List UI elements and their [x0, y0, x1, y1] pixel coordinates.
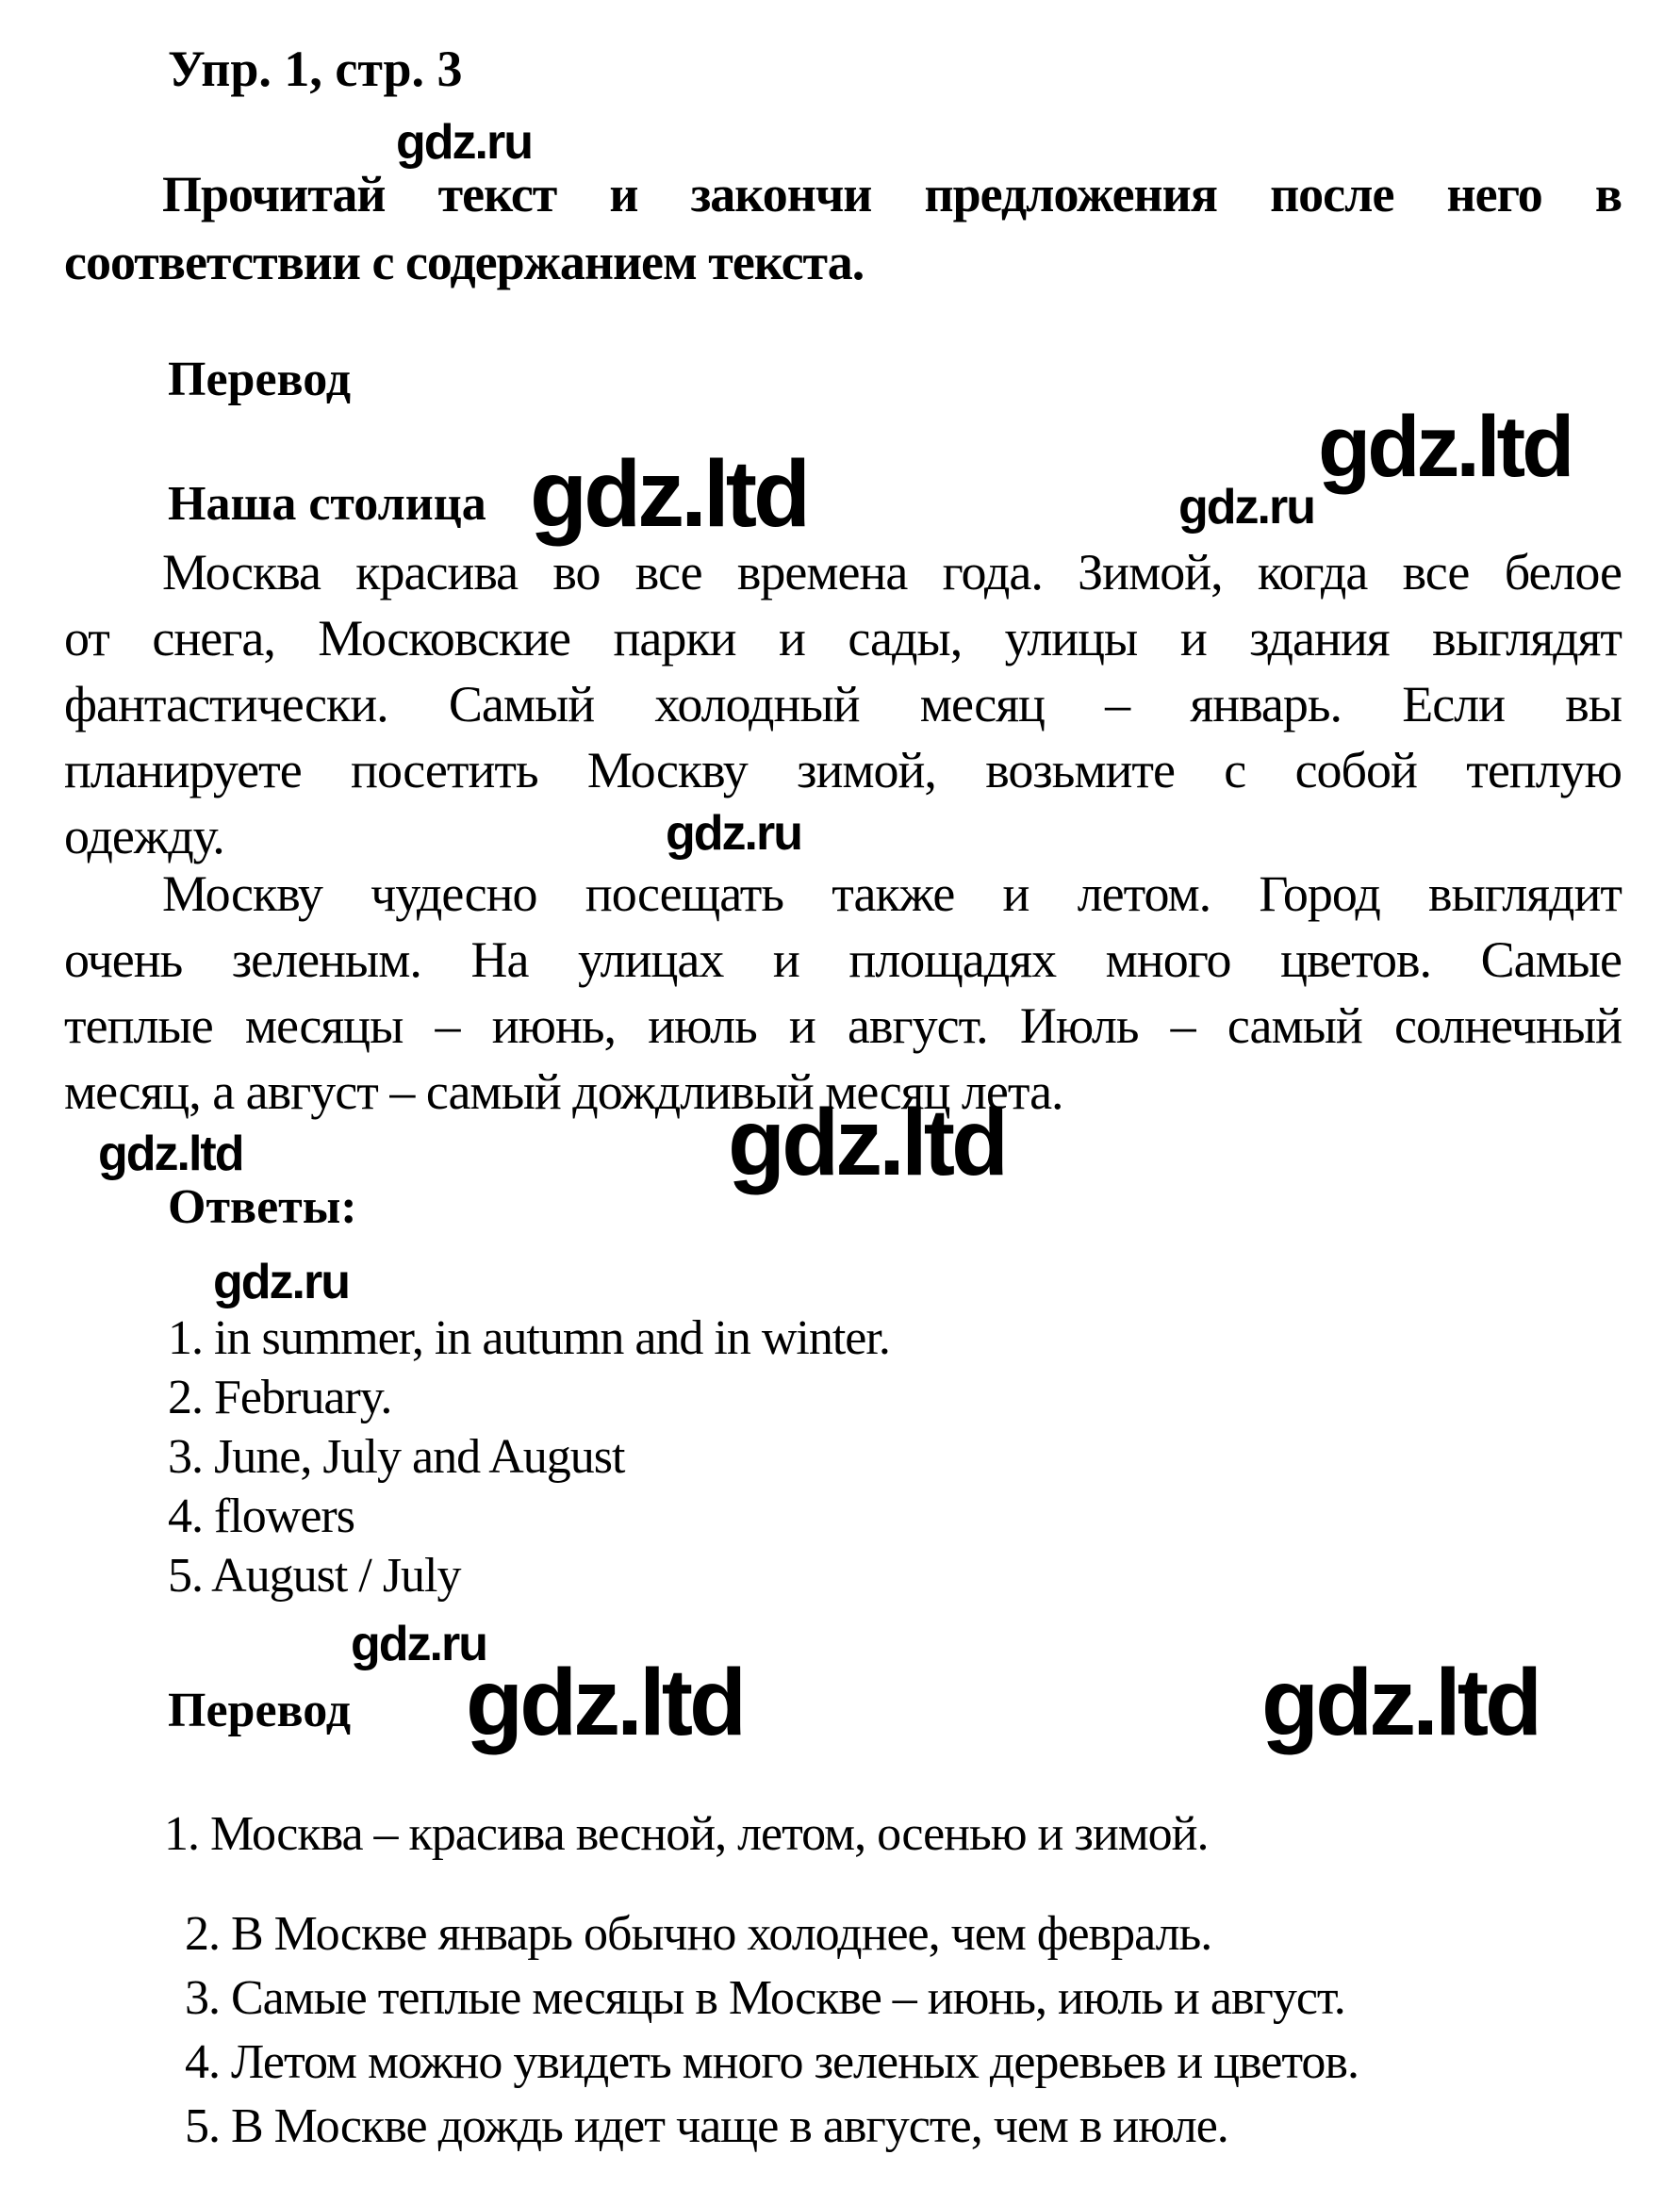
answer-item-4: 4. flowers — [168, 1489, 354, 1543]
watermark-gdz-ru-1: gdz.ru — [396, 115, 532, 170]
answers-heading: Ответы: — [168, 1180, 357, 1234]
translation-heading-1: Перевод — [168, 353, 352, 406]
story-paragraph-2 — [64, 861, 1622, 1125]
watermark-gdz-ltd-2: gdz.ltd — [530, 441, 808, 547]
story-p2-line-4: месяц, а август – самый дождливый месяц лета. — [64, 1063, 1063, 1120]
story-p1-line-5: одежду. — [64, 808, 224, 864]
watermark-gdz-ru-5: gdz.ru — [351, 1617, 486, 1671]
task-instruction — [64, 160, 1622, 296]
story-title: Наша столица — [168, 477, 486, 531]
answer-item-5: 5. August / July — [168, 1549, 461, 1603]
answer-item-3: 3. June, July and August — [168, 1430, 625, 1484]
watermark-gdz-ru-4: gdz.ru — [213, 1255, 349, 1309]
story-p1-line-2: от снега, Московские парки и сады, улицы и здания выглядят — [64, 610, 1622, 666]
watermark-gdz-ru-2: gdz.ru — [1178, 480, 1314, 535]
translation-item-2: 2. В Москве январь обычно холоднее, чем февраль. — [185, 1907, 1212, 1961]
answers-list — [168, 1308, 890, 1605]
answer-item-2: 2. February. — [168, 1371, 392, 1424]
translation-item-3: 3. Самые теплые месяцы в Москве – июнь, июль и август. — [185, 1971, 1345, 2025]
story-p1-line-3: фантастически. Самый холодный месяц – январь. Если вы — [64, 676, 1622, 732]
translation-item-5: 5. В Москве дождь идет чаще в августе, чем в июле. — [185, 2099, 1228, 2153]
answer-item-1: 1. in summer, in autumn and in winter. — [168, 1311, 890, 1365]
watermark-gdz-ltd-4: gdz.ltd — [728, 1090, 1006, 1195]
translation-item-1-text: 1. Москва – красива весной, летом, осенью и зимой. — [164, 1807, 1209, 1861]
watermark-gdz-ru-3: gdz.ru — [666, 806, 801, 861]
story-p2-line-3: теплые месяцы – июнь, июль и август. Июль – самый солнечный — [64, 997, 1622, 1054]
story-p1-line-1: Москва красива во все времена года. Зимой, когда все белое — [162, 544, 1622, 600]
exercise-title: Упр. 1, стр. 3 — [168, 41, 463, 97]
story-p2-line-1: Москву чудесно посещать также и летом. Город выглядит — [162, 865, 1622, 922]
story-paragraph-1 — [64, 539, 1622, 869]
watermark-gdz-ltd-5: gdz.ltd — [466, 1650, 744, 1755]
translation-heading-2: Перевод — [168, 1684, 352, 1737]
translation-item-4: 4. Летом можно увидеть много зеленых деревьев и цветов. — [185, 2035, 1359, 2089]
watermark-gdz-ltd-6: gdz.ltd — [1261, 1650, 1540, 1755]
story-p2-line-2: очень зеленым. На улицах и площадях много цветов. Самые — [64, 931, 1622, 988]
translation-item-1 — [164, 1802, 1208, 1867]
task-instruction-line-1: Прочитай текст и закончи предложения после него в — [162, 166, 1622, 222]
watermark-gdz-ltd-1: gdz.ltd — [1318, 399, 1572, 495]
task-instruction-line-2: соответствии с содержанием текста. — [64, 234, 865, 290]
story-p1-line-4: планируете посетить Москву зимой, возьмите с собой теплую — [64, 742, 1622, 798]
watermark-gdz-ltd-3: gdz.ltd — [98, 1127, 243, 1181]
translation-list-rest — [185, 1902, 1359, 2159]
